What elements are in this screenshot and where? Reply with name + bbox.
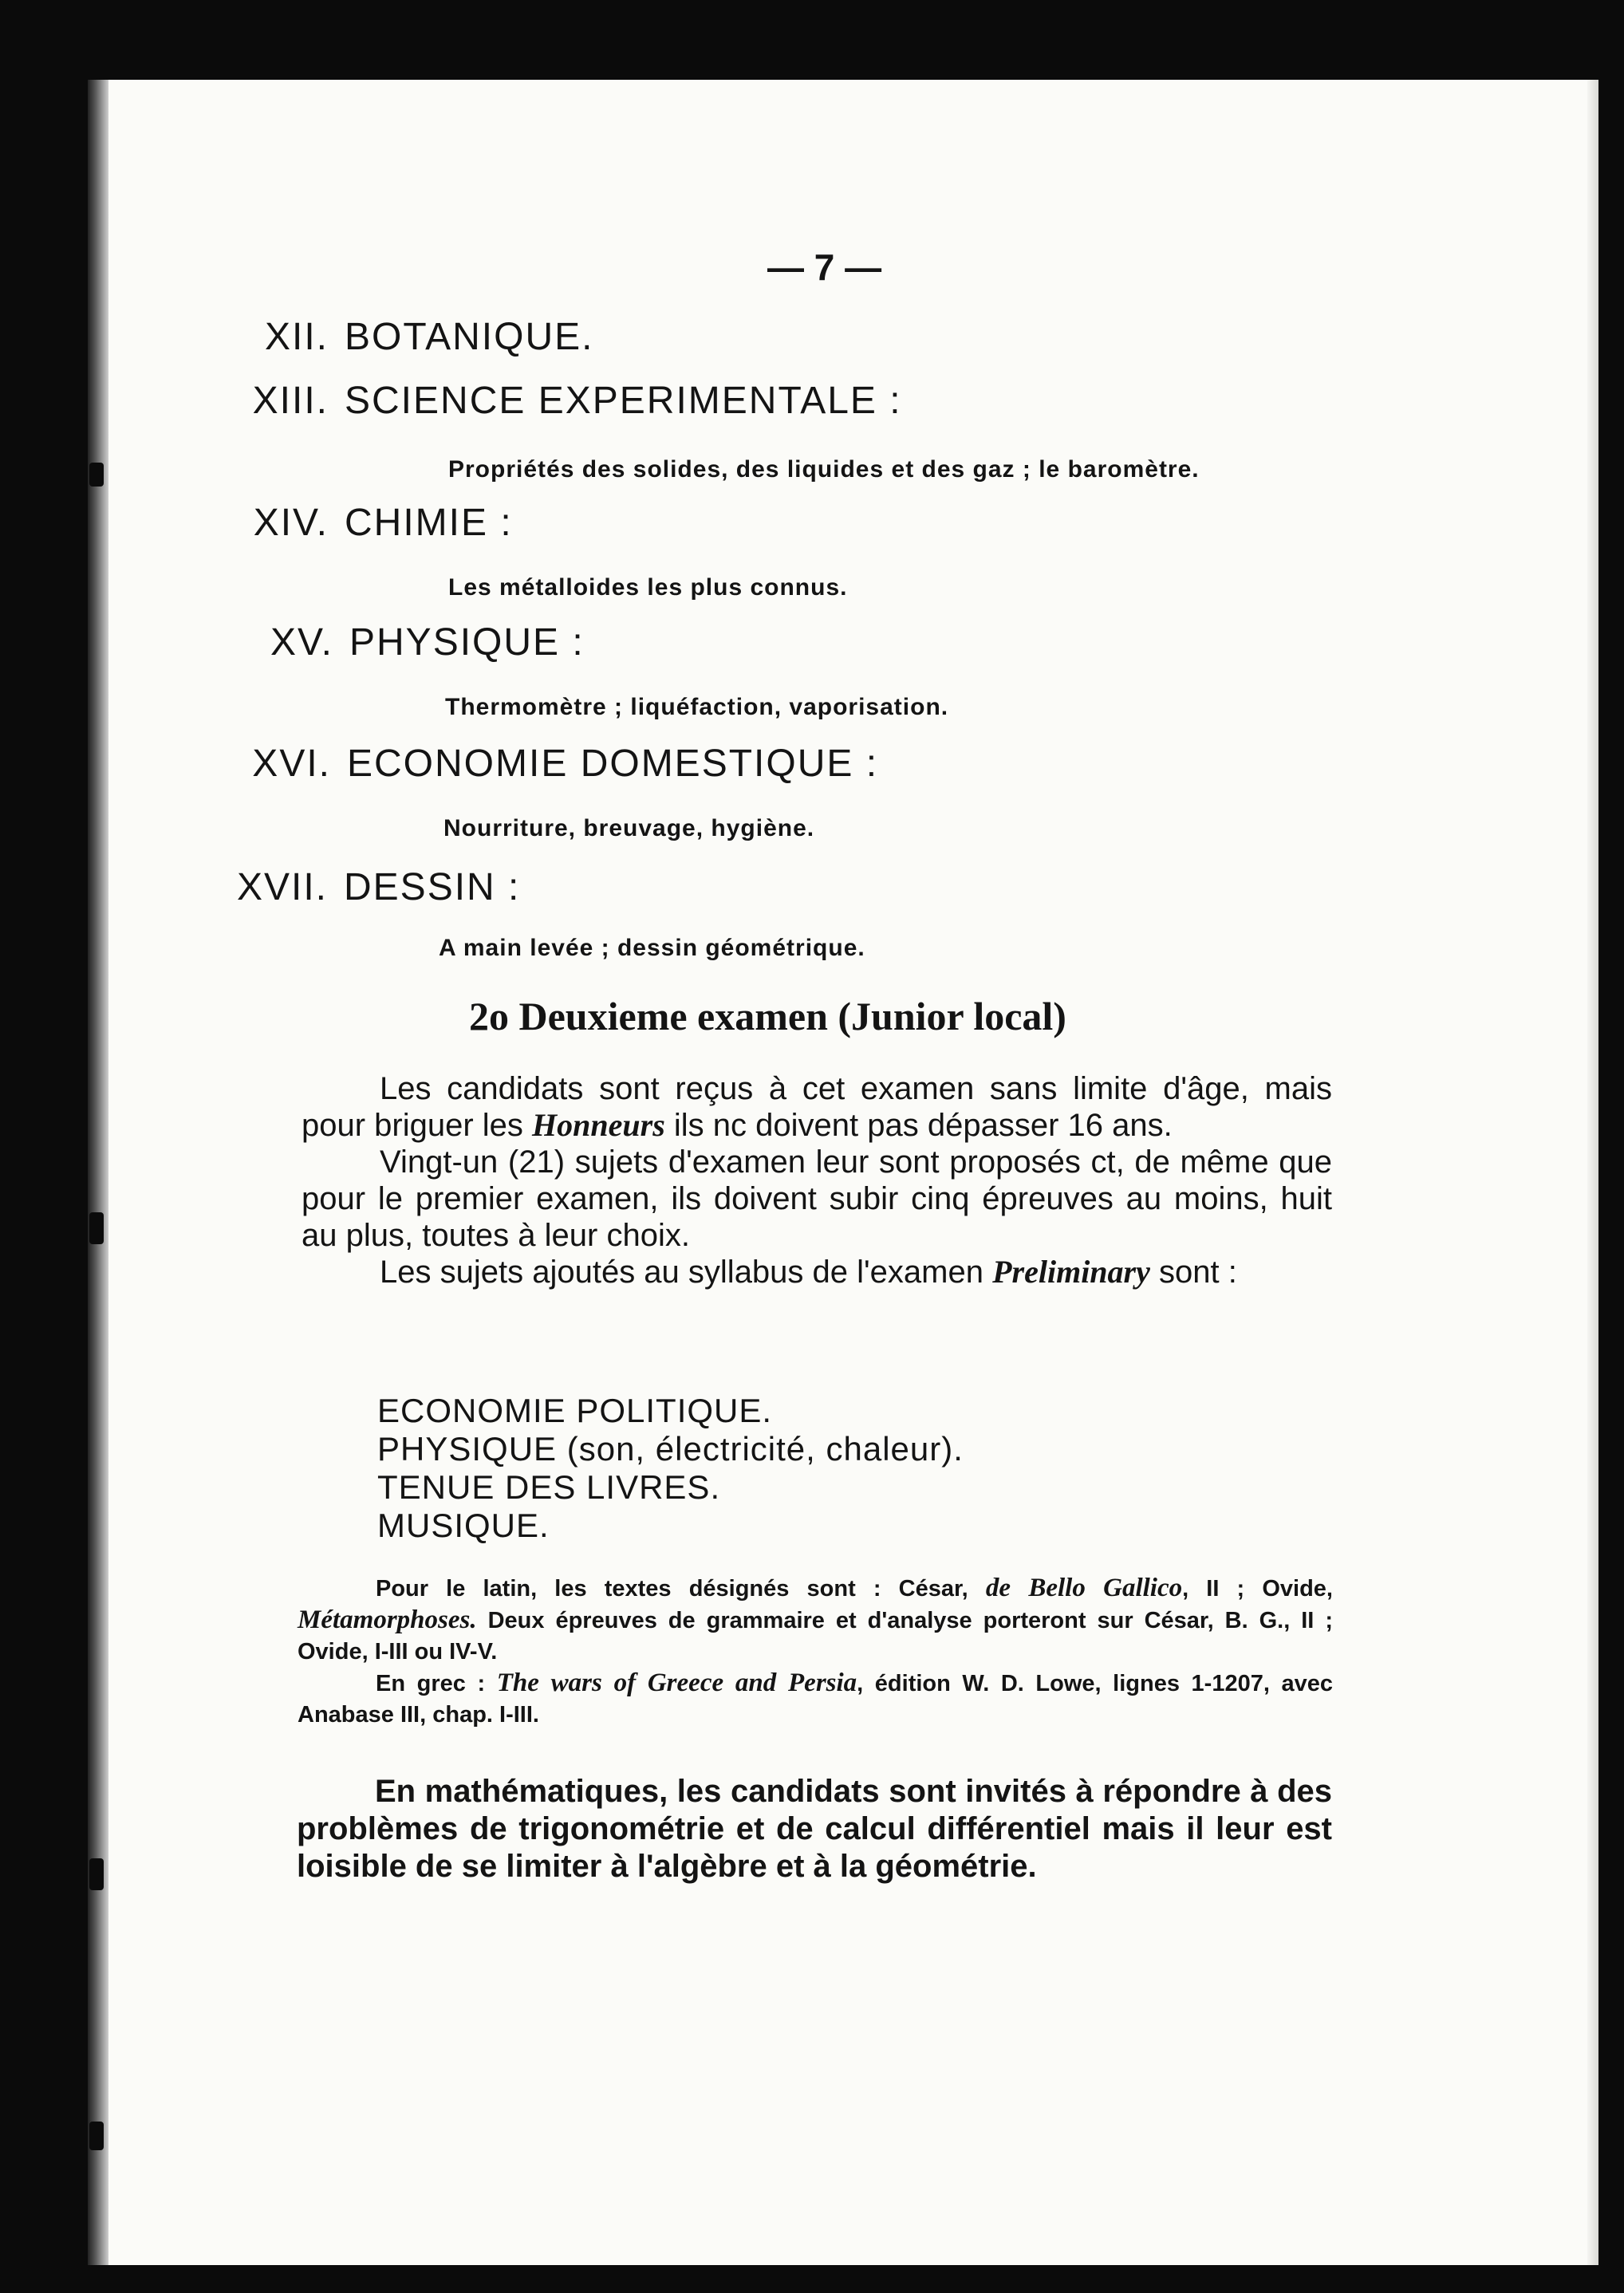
emphasis: Honneurs [532, 1107, 665, 1143]
section-detail: Thermomètre ; liquéfaction, vaporisation. [445, 694, 949, 720]
binding-hole [89, 463, 104, 487]
binding-spine [88, 80, 108, 2265]
note-text: Pour le latin, les textes désignés sont : César, [376, 1576, 986, 1602]
section-title: SCIENCE EXPERIMENTALE : [345, 380, 902, 422]
note-latin [298, 1573, 1333, 1668]
list-item: TENUE DES LIVRES. [377, 1468, 721, 1506]
section-title: BOTANIQUE. [345, 316, 594, 358]
binding-hole [89, 1858, 104, 1890]
section-title: DESSIN : [344, 866, 521, 908]
paragraph-text: sont : [1149, 1255, 1237, 1290]
paragraph: Vingt-un (21) sujets d'examen leur sont proposés ct, de même que pour le premier examen, ils doivent subir cinq épreuves au moins, huit au plus, toutes à leur choix. [302, 1145, 1332, 1253]
section-detail: A main levée ; dessin géométrique. [439, 935, 865, 961]
section-xiii [195, 379, 902, 423]
emphasis: Preliminary [992, 1254, 1150, 1290]
section-number: XII. [264, 316, 329, 358]
section-xiv [199, 501, 513, 545]
section-title: ECONOMIE DOMESTIQUE : [347, 743, 879, 785]
paragraph-text: ils nc doivent pas dépasser 16 ans. [664, 1108, 1173, 1143]
emphasis: de Bello Gallico [985, 1574, 1183, 1602]
math-paragraph [297, 1773, 1332, 1885]
intro-paragraphs [302, 1070, 1332, 1290]
note-text: , II ; Ovide, [1182, 1576, 1333, 1602]
page-edge-shadow [1587, 80, 1598, 2265]
list-item: PHYSIQUE (son, électricité, chaleur). [377, 1430, 964, 1468]
added-subjects-list [377, 1392, 964, 1545]
note-greek [298, 1668, 1333, 1731]
page-number: — 7 — [767, 246, 882, 288]
paragraph: En mathématiques, les candidats sont invités à répondre à des problèmes de trigonométrie et de calcul différentiel mais il leur est loisible de se limiter à l'algèbre et à la géométrie. [297, 1774, 1332, 1884]
binding-hole [89, 2122, 104, 2150]
note-text: Deux épreuves de grammaire et d'analyse porteront sur César, B. G., II ; Ovide, I-III ou IV-V. [298, 1608, 1333, 1665]
list-item: ECONOMIE POLITIQUE. [377, 1392, 773, 1429]
section-number: XVI. [252, 743, 331, 785]
section-title: PHYSIQUE : [349, 621, 585, 664]
section-xii [217, 315, 593, 359]
note-text: , édition W. D. Lowe, lignes 1-1207, avec Anabase III, chap. I-III. [298, 1671, 1333, 1728]
section-xvii [180, 865, 520, 909]
section-xvi [203, 742, 878, 786]
emphasis: The wars of Greece and Persia [496, 1669, 857, 1697]
notes-block [298, 1573, 1333, 1731]
section-title: CHIMIE : [345, 502, 513, 544]
paragraph-text: Les candidats sont reçus à cet examen sans limite d'âge, mais pour briguer les [302, 1071, 1332, 1143]
note-text: En grec : [376, 1671, 497, 1696]
paragraph [302, 1070, 1332, 1144]
section-xv [214, 621, 585, 664]
exam-heading: 2o Deuxieme examen (Junior local) [469, 994, 1066, 1038]
emphasis: Métamorphoses. [298, 1605, 477, 1634]
section-number: XV. [270, 621, 333, 664]
section-detail: Propriétés des solides, des liquides et des gaz ; le baromètre. [448, 456, 1200, 483]
paragraph [302, 1254, 1332, 1290]
list-item: MUSIQUE. [377, 1507, 550, 1544]
paragraph-text: Les sujets ajoutés au syllabus de l'examen [380, 1255, 993, 1290]
section-detail: Nourriture, breuvage, hygiène. [443, 815, 815, 841]
binding-hole [89, 1212, 104, 1244]
section-number: XIV. [253, 502, 329, 544]
section-number: XIII. [252, 380, 329, 422]
section-detail: Les métalloides les plus connus. [448, 574, 848, 601]
section-number: XVII. [236, 866, 328, 908]
